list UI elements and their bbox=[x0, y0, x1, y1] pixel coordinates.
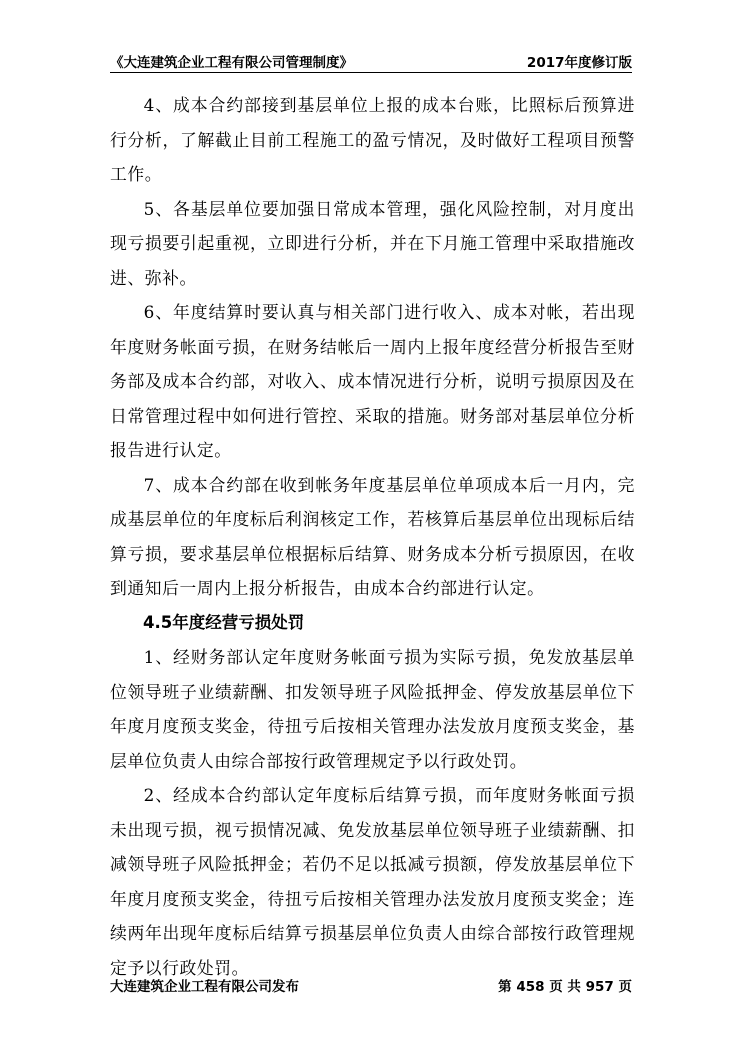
penalty-item-2: 2、经成本合约部认定年度标后结算亏损，而年度财务帐面亏损未出现亏损，视亏损情况减、免发放基层单位领导班子业绩薪酬、扣减领导班子风险抵押金；若仍不足以抵减亏损额，停发放基层单位下年度月度预支奖金，待扭亏后按相关管理办法发放月度预支奖金；连续两年出现年度标后结算亏损基层单位负责人由综合部按行政管理规定予以行政处罚。 bbox=[110, 785, 635, 978]
section-heading: 4.5年度经营亏损处罚 bbox=[143, 612, 305, 632]
document-title: 《大连建筑企业工程有限公司管理制度》 bbox=[110, 55, 353, 71]
paragraph-item-4: 4、成本合约部接到基层单位上报的成本台账，比照标后预算进行分析，了解截止目前工程施工的盈亏情况，及时做好工程项目预警工作。 bbox=[110, 95, 635, 184]
paragraph-item-7: 7、成本合约部在收到帐务年度基层单位单项成本后一月内，完成基层单位的年度标后利润核定工作，若核算后基层单位出现标后结算亏损，要求基层单位根据标后结算、财务成本分析亏损原因，在收到通知后一周内上报分析报告，由成本合约部进行认定。 bbox=[110, 474, 635, 598]
paragraph-item-6: 6、年度结算时要认真与相关部门进行收入、成本对帐，若出现年度财务帐面亏损，在财务结帐后一周内上报年度经营分析报告至财务部及成本合约部，对收入、成本情况进行分析，说明亏损原因及在日常管理过程中如何进行管控、采取的措施。财务部对基层单位分析报告进行认定。 bbox=[110, 302, 635, 460]
paragraph-item-5: 5、各基层单位要加强日常成本管理，强化风险控制，对月度出现亏损要引起重视，立即进行分析，并在下月施工管理中采取措施改进、弥补。 bbox=[110, 198, 635, 288]
penalty-item-1: 1、经财务部认定年度财务帐面亏损为实际亏损，免发放基层单位领导班子业绩薪酬、扣发领导班子风险抵押金、停发放基层单位下年度月度预支奖金，待扭亏后按相关管理办法发放月度预支奖金，基层单位负责人由综合部按行政管理规定予以行政处罚。 bbox=[110, 647, 635, 771]
publisher-label: 大连建筑企业工程有限公司发布 bbox=[110, 979, 299, 995]
page-header bbox=[110, 48, 632, 73]
page-footer bbox=[110, 975, 632, 999]
document-body bbox=[110, 88, 635, 985]
edition-label: 2017年度修订版 bbox=[526, 55, 632, 71]
page-number: 第 458 页 共 957 页 bbox=[498, 979, 632, 995]
